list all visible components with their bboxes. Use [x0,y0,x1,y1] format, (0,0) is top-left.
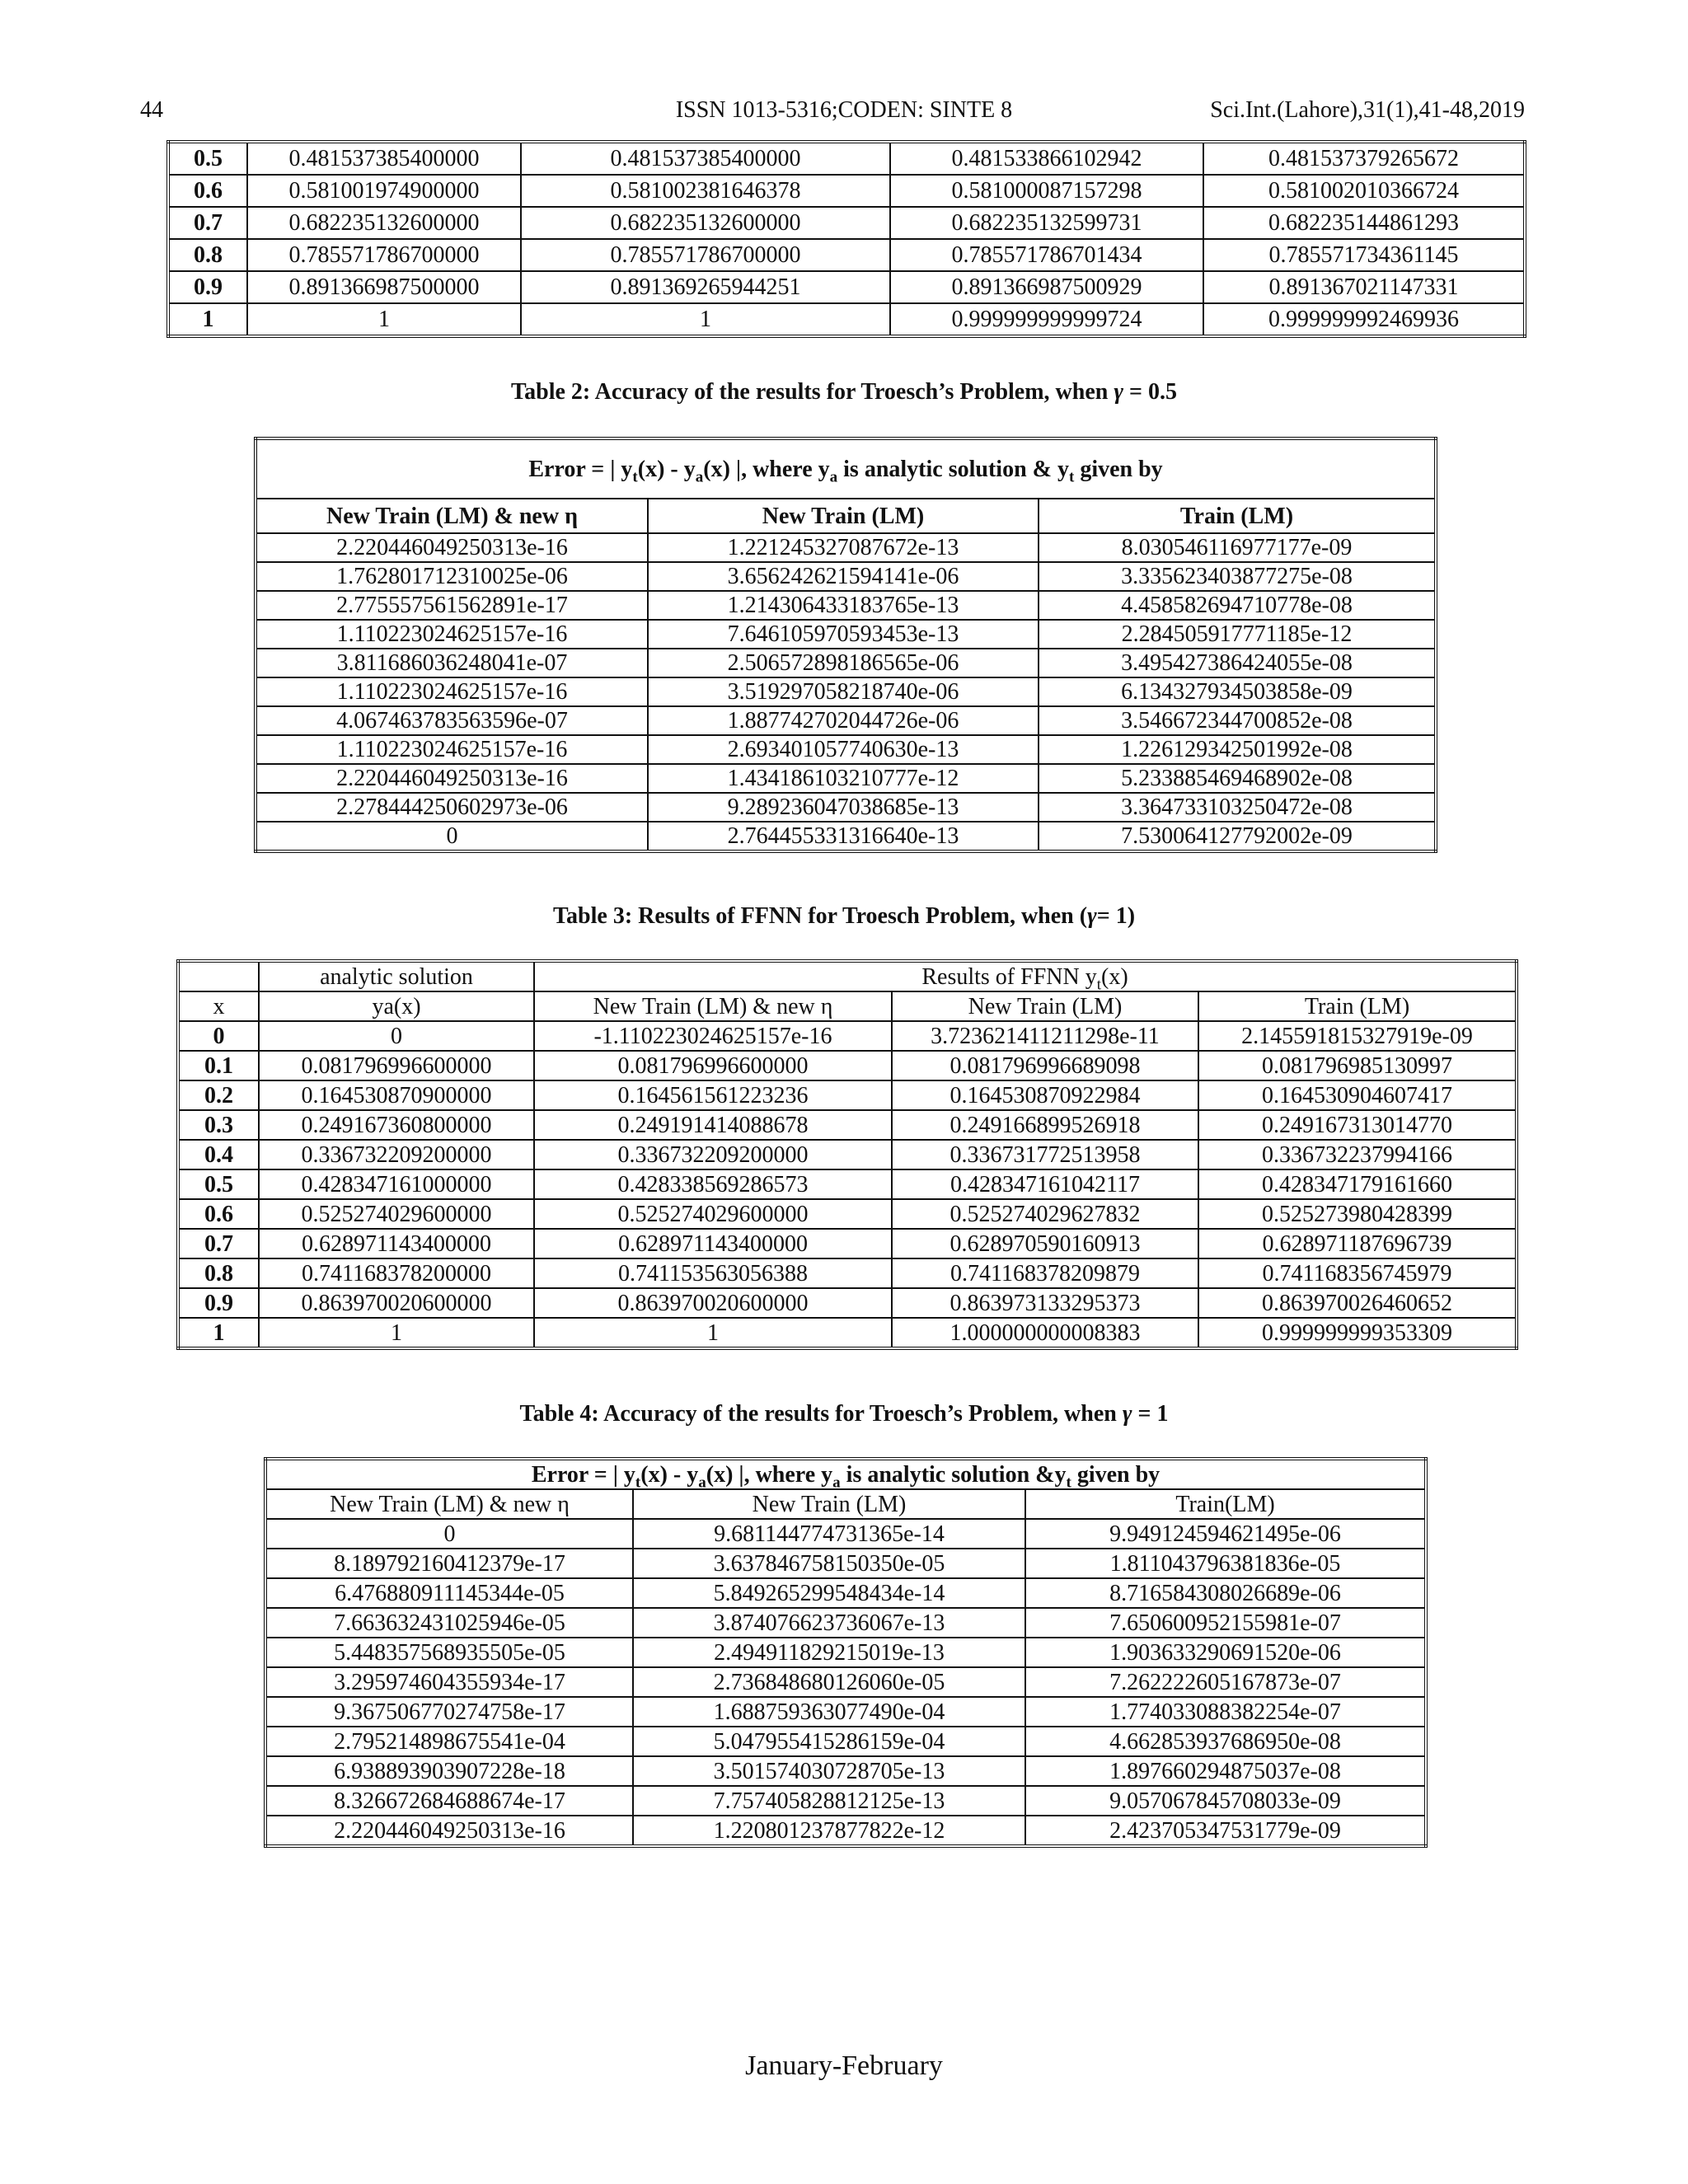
table-cell: 3.874076623736067e-13 [633,1608,1025,1638]
table-cell: 8.326672684688674e-17 [265,1786,633,1816]
table-cell: 1 [178,1318,259,1348]
table-cell: 2.764455331316640e-13 [648,822,1039,851]
table-cell: 0.7 [178,1229,259,1258]
table-row [265,1697,1426,1727]
table4-title: Error = | $y_t(x) - y_a(x)$ |, where $y_a$ is analytic solution $\&y_t$ given by [265,1459,1426,1489]
table-cell: 0 [259,1021,534,1051]
table-cell: 9.949124594621495e-06 [1025,1519,1426,1549]
table-cell: 0.682235144861293 [1203,207,1525,239]
table3-caption: Table 3: Results of FFNN for Troesch Problem, when (γ= 1) [552,903,1136,929]
table-cell: 0 [256,822,648,851]
page-footer: January-February [745,2050,943,2081]
table-cell: 0.581002010366724 [1203,175,1525,207]
table-cell: 0.9 [168,271,247,303]
table-cell: 6.134327934503858e-09 [1039,677,1436,706]
table-cell: 7.646105970593453e-13 [648,620,1039,649]
table-cell: 7.663632431025946e-05 [265,1608,633,1638]
table-cell: 0.863970020600000 [259,1288,534,1318]
table-cell: 3.546672344700852e-08 [1039,706,1436,735]
table4-col-header: New Train (LM) & new η [265,1489,633,1519]
table-cell: 0.428347179161660 [1198,1169,1517,1199]
table-cell: 0.741168378209879 [892,1258,1198,1288]
table-cell: 0.164530870922984 [892,1080,1198,1110]
table-row [256,677,1436,706]
table-cell: 0.581000087157298 [890,175,1203,207]
table-cell: 0.081796996600000 [259,1051,534,1080]
table-cell: 0.628971187696739 [1198,1229,1517,1258]
table-row [256,822,1436,851]
table-cell: 6.476880911145344e-05 [265,1578,633,1608]
table-cell: 0.785571786700000 [521,239,890,271]
table-cell: 1.434186103210777e-12 [648,764,1039,793]
table-row [256,591,1436,620]
table-cell: 8.030546116977177e-09 [1039,533,1436,562]
table3-col-header: ya(x) [259,991,534,1021]
table-cell: 3.335623403877275e-08 [1039,562,1436,591]
table4-col-header: New Train (LM) [633,1489,1025,1519]
table-cell: 0.164530870900000 [259,1080,534,1110]
table-cell: 1.811043796381836e-05 [1025,1549,1426,1578]
table-cell: 5.448357568935505e-05 [265,1638,633,1667]
table-cell: 0.081796985130997 [1198,1051,1517,1080]
table4-caption: Table 4: Accuracy of the results for Troesch’s Problem, when γ = 1 [519,1401,1169,1427]
table-cell: 1 [247,303,521,336]
table3-corner-cell [178,961,259,991]
table-cell: 0.249167313014770 [1198,1110,1517,1140]
table-cell: 0.6 [168,175,247,207]
table-cell: 0.4 [178,1140,259,1169]
table-cell: 5.849265299548434e-14 [633,1578,1025,1608]
table-cell: 0.5 [178,1169,259,1199]
table-row [265,1638,1426,1667]
table-cell: 5.047955415286159e-04 [633,1727,1025,1756]
table2-error-table [254,437,1437,853]
table3-col-header: x [178,991,259,1021]
table-cell: 0.891366987500000 [247,271,521,303]
table-cell: 8.189792160412379e-17 [265,1549,633,1578]
table-cell: 0.081796996689098 [892,1051,1198,1080]
table-row [178,1169,1517,1199]
table-cell: 6.938893903907228e-18 [265,1756,633,1786]
table-cell: 3.501574030728705e-13 [633,1756,1025,1786]
table-cell: 1.000000000008383 [892,1318,1198,1348]
table-cell: 0.428338569286573 [534,1169,892,1199]
table-row [178,1199,1517,1229]
table-cell: 0 [265,1519,633,1549]
table-row [256,764,1436,793]
table4-error-table [264,1457,1428,1848]
table-cell: 2.278444250602973e-06 [256,793,648,822]
table-cell: 0.863970020600000 [534,1288,892,1318]
table-cell: 0.481533866102942 [890,142,1203,175]
table-row [178,1258,1517,1288]
table-row [265,1667,1426,1697]
table-cell: 0.164561561223236 [534,1080,892,1110]
table-row [168,271,1525,303]
table-cell: 0.481537379265672 [1203,142,1525,175]
table-cell: 0.999999992469936 [1203,303,1525,336]
table-cell: 2.145591815327919e-09 [1198,1021,1517,1051]
table-cell: 7.757405828812125e-13 [633,1786,1025,1816]
table-cell: 0.3 [178,1110,259,1140]
table-cell: 0.336731772513958 [892,1140,1198,1169]
table-row [265,1816,1426,1846]
table-cell: 0.863970026460652 [1198,1288,1517,1318]
table-cell: 1.226129342501992e-08 [1039,735,1436,764]
table-cell: 2.494911829215019e-13 [633,1638,1025,1667]
table-row [178,1318,1517,1348]
table-row [265,1786,1426,1816]
table-cell: 3.656242621594141e-06 [648,562,1039,591]
table-cell: 4.662853937686950e-08 [1025,1727,1426,1756]
table-row [256,620,1436,649]
table-cell: 0.336732209200000 [534,1140,892,1169]
table-cell: 0.481537385400000 [247,142,521,175]
table3-col-header: New Train (LM) & new η [534,991,892,1021]
table-row [265,1756,1426,1786]
table-cell: 0.999999999353309 [1198,1318,1517,1348]
table-cell: 0.628971143400000 [534,1229,892,1258]
table-row [168,175,1525,207]
page-number: 44 [140,97,163,123]
table-cell: 5.233885469468902e-08 [1039,764,1436,793]
table-cell: 2.284505917771185e-12 [1039,620,1436,649]
table-cell: 3.364733103250472e-08 [1039,793,1436,822]
journal-citation: Sci.Int.(Lahore),31(1),41-48,2019 [1210,97,1525,123]
table-cell: 2.506572898186565e-06 [648,649,1039,677]
table-row [256,793,1436,822]
table-cell: 0.891367021147331 [1203,271,1525,303]
table-cell: 2.423705347531779e-09 [1025,1816,1426,1846]
table-cell: 0.164530904607417 [1198,1080,1517,1110]
table-cell: 0.525273980428399 [1198,1199,1517,1229]
table-cell: 0.481537385400000 [521,142,890,175]
table3-results-table [176,959,1518,1350]
table-row [256,562,1436,591]
table3-group-analytic: analytic solution [259,961,534,991]
table-row [168,142,1525,175]
table-cell: 0.7 [168,207,247,239]
table-cell: 0.8 [178,1258,259,1288]
table-cell: 1.214306433183765e-13 [648,591,1039,620]
table-cell: 0.863973133295373 [892,1288,1198,1318]
table-cell: 0.8 [168,239,247,271]
table-cell: 1.887742702044726e-06 [648,706,1039,735]
table-cell: 2.220446049250313e-16 [256,764,648,793]
table-cell: 1.110223024625157e-16 [256,735,648,764]
table-cell: 0.336732237994166 [1198,1140,1517,1169]
table-cell: 0.785571734361145 [1203,239,1525,271]
table-cell: 1.774033088382254e-07 [1025,1697,1426,1727]
table-row [178,1080,1517,1110]
table-cell: 1.897660294875037e-08 [1025,1756,1426,1786]
table-cell: 2.775557561562891e-17 [256,591,648,620]
table-cell: 1 [521,303,890,336]
table-cell: 9.289236047038685e-13 [648,793,1039,822]
table-row [256,649,1436,677]
table-cell: 4.458582694710778e-08 [1039,591,1436,620]
table-cell: 1.903633290691520e-06 [1025,1638,1426,1667]
table-cell: 0.9 [178,1288,259,1318]
table-cell: 3.723621411211298e-11 [892,1021,1198,1051]
table-cell: 0.785571786701434 [890,239,1203,271]
continued-results-table [166,140,1526,338]
table-row [265,1578,1426,1608]
table-cell: 3.295974604355934e-17 [265,1667,633,1697]
table-cell: 0.249166899526918 [892,1110,1198,1140]
table-cell: 4.067463783563596e-07 [256,706,648,735]
table-cell: 0.741153563056388 [534,1258,892,1288]
table-row [265,1727,1426,1756]
table2-title: Error = | $y_t(x) - y_a(x)$ |, where $y_a$ is analytic solution & $y_t$ given by [256,438,1436,499]
table-cell: 0.628970590160913 [892,1229,1198,1258]
table-row [265,1549,1426,1578]
table-cell: 2.220446049250313e-16 [265,1816,633,1846]
table-cell: 0.682235132600000 [521,207,890,239]
table-row [256,735,1436,764]
table2-caption: Table 2: Accuracy of the results for Troesch’s Problem, when γ = 0.5 [511,379,1177,405]
table-cell: 3.637846758150350e-05 [633,1549,1025,1578]
table-cell: 0.428347161000000 [259,1169,534,1199]
table-row [256,533,1436,562]
table-row [178,1140,1517,1169]
table-cell: 0.581002381646378 [521,175,890,207]
table-row [256,706,1436,735]
table4-col-header: Train(LM) [1025,1489,1426,1519]
table-cell: 2.693401057740630e-13 [648,735,1039,764]
table-row [178,1288,1517,1318]
table-cell: -1.110223024625157e-16 [534,1021,892,1051]
table-row [178,1021,1517,1051]
table-cell: 0.081796996600000 [534,1051,892,1080]
table-row [178,1110,1517,1140]
table-cell: 0.682235132600000 [247,207,521,239]
table3-col-header: Train (LM) [1198,991,1517,1021]
table-row [265,1608,1426,1638]
table-cell: 0.1 [178,1051,259,1080]
table-cell: 0.336732209200000 [259,1140,534,1169]
table-cell: 0.249191414088678 [534,1110,892,1140]
table-cell: 2.795214898675541e-04 [265,1727,633,1756]
table-cell: 0.5 [168,142,247,175]
table-cell: 0.2 [178,1080,259,1110]
table-row [168,207,1525,239]
table-cell: 1 [534,1318,892,1348]
table3-group-ffnn: Results of FFNN $y_t(x)$ [534,961,1517,991]
table-row [168,239,1525,271]
table-cell: 0.628971143400000 [259,1229,534,1258]
table-cell: 7.530064127792002e-09 [1039,822,1436,851]
page-header [0,97,1688,130]
table-cell: 0 [178,1021,259,1051]
table-cell: 9.057067845708033e-09 [1025,1786,1426,1816]
table-cell: 7.262222605167873e-07 [1025,1667,1426,1697]
table-cell: 0.6 [178,1199,259,1229]
table2-col-header: New Train (LM) [648,499,1039,533]
table-cell: 0.785571786700000 [247,239,521,271]
table-cell: 0.525274029600000 [259,1199,534,1229]
table-cell: 0.891369265944251 [521,271,890,303]
table-cell: 7.650600952155981e-07 [1025,1608,1426,1638]
table-cell: 1 [168,303,247,336]
issn-line: ISSN 1013-5316;CODEN: SINTE 8 [675,97,1013,123]
table-cell: 1.110223024625157e-16 [256,677,648,706]
table-cell: 1.110223024625157e-16 [256,620,648,649]
table-cell: 8.716584308026689e-06 [1025,1578,1426,1608]
table-cell: 0.741168378200000 [259,1258,534,1288]
table-cell: 2.736848680126060e-05 [633,1667,1025,1697]
table-cell: 0.581001974900000 [247,175,521,207]
table-cell: 3.519297058218740e-06 [648,677,1039,706]
table-row [178,1051,1517,1080]
table-cell: 1.688759363077490e-04 [633,1697,1025,1727]
table-cell: 0.891366987500929 [890,271,1203,303]
table2-col-header: New Train (LM) & new η [256,499,648,533]
table-cell: 2.220446049250313e-16 [256,533,648,562]
table-cell: 1 [259,1318,534,1348]
table-cell: 0.428347161042117 [892,1169,1198,1199]
table-row [265,1519,1426,1549]
table-cell: 9.367506770274758e-17 [265,1697,633,1727]
table-cell: 0.249167360800000 [259,1110,534,1140]
table-cell: 0.741168356745979 [1198,1258,1517,1288]
table-cell: 0.999999999999724 [890,303,1203,336]
table-cell: 3.811686036248041e-07 [256,649,648,677]
table2-col-header: Train (LM) [1039,499,1436,533]
table-cell: 1.220801237877822e-12 [633,1816,1025,1846]
table-cell: 9.681144774731365e-14 [633,1519,1025,1549]
table-cell: 0.682235132599731 [890,207,1203,239]
table3-col-header: New Train (LM) [892,991,1198,1021]
table-cell: 1.221245327087672e-13 [648,533,1039,562]
table-row [178,1229,1517,1258]
table-cell: 0.525274029600000 [534,1199,892,1229]
table-cell: 0.525274029627832 [892,1199,1198,1229]
table-row [168,303,1525,336]
table-cell: 3.495427386424055e-08 [1039,649,1436,677]
table-cell: 1.762801712310025e-06 [256,562,648,591]
